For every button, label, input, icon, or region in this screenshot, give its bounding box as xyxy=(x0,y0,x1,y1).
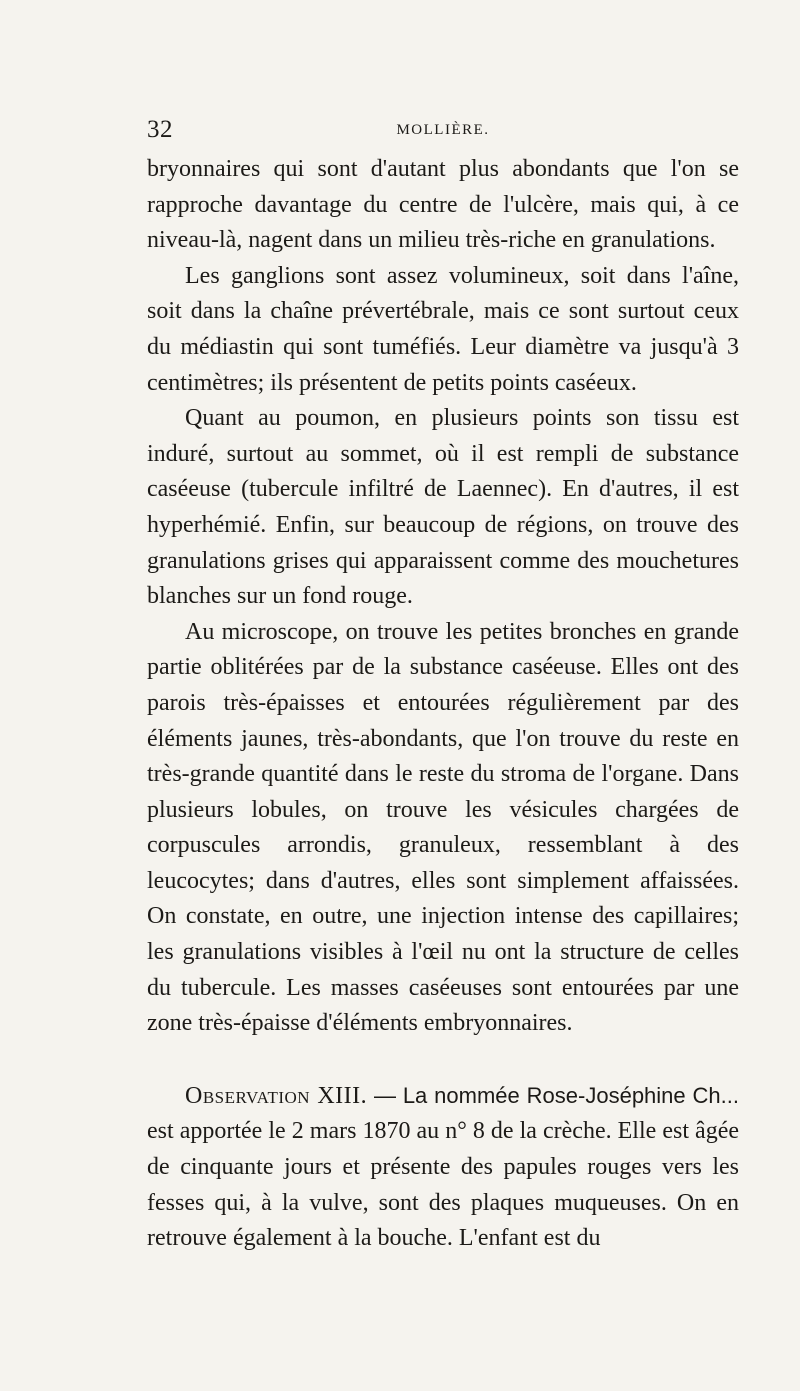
page-number: 32 xyxy=(147,116,173,143)
paragraph-continuation: bryonnaires qui sont d'autant plus abondants que l'on se rapproche davantage du centre de l'ulcère, mais qui, à ce niveau-là, nagent dans un milieu très-riche en granulations. xyxy=(147,156,739,254)
body-text xyxy=(147,152,739,1257)
page-header xyxy=(147,116,739,146)
paragraph-microscope: Au microscope, on trouve les petites bronches en grande partie oblitérées par de la substance caséeuse. Elles ont des parois très-épaisses et entourées régulièrement par des éléments jaunes, très-abondants, que l'on trouve du reste en très-grande quantité dans le reste du stroma de l'organe. Dans plusieurs lobules, on trouve les vésicules chargées de corpuscules arrondis, granuleux, ressemblant à des leucocytes; dans d'autres, elles sont simplement affaissées. On constate, en outre, une injection intense des capillaires; les granulations visibles à l'œil nu ont la structure de celles du tubercule. Les masses caséeuses sont entourées par une zone très-épaisse d'éléments embryonnaires. xyxy=(147,618,739,1037)
paragraph-poumon: Quant au poumon, en plusieurs points son tissu est induré, surtout au sommet, où il est rempli de substance caséeuse (tubercule infiltré de Laennec). En d'autres, il est hyperhémié. Enfin, sur beaucoup de régions, on trouve des granulations grises qui apparaissent comme des mouchetures blanches sur un fond rouge. xyxy=(147,405,739,610)
paragraph-ganglions: Les ganglions sont assez volumineux, soit dans l'aîne, soit dans la chaîne prévertébrale, mais ce sont surtout ceux du médiastin qui sont tuméfiés. Leur diamètre va jusqu'à 3 centimètres; ils présentent de petits points caséeux. xyxy=(147,262,739,396)
observation-body: est apportée le 2 mars 1870 au n° 8 de la crèche. Elle est âgée de cinquante jours et présente des papules rouges vers les fesses qui, à la vulve, sont des plaques muqueuses. On en retrouve également à la bouche. L'enfant est du xyxy=(147,1118,739,1252)
observation-label: Observation XIII. xyxy=(185,1082,368,1109)
section-spacer xyxy=(147,1042,739,1078)
running-head: MOLLIÈRE. xyxy=(396,122,490,138)
observation-title: — La nommée Rose-Joséphine Ch... xyxy=(373,1082,739,1108)
observation-paragraph xyxy=(147,1078,739,1257)
